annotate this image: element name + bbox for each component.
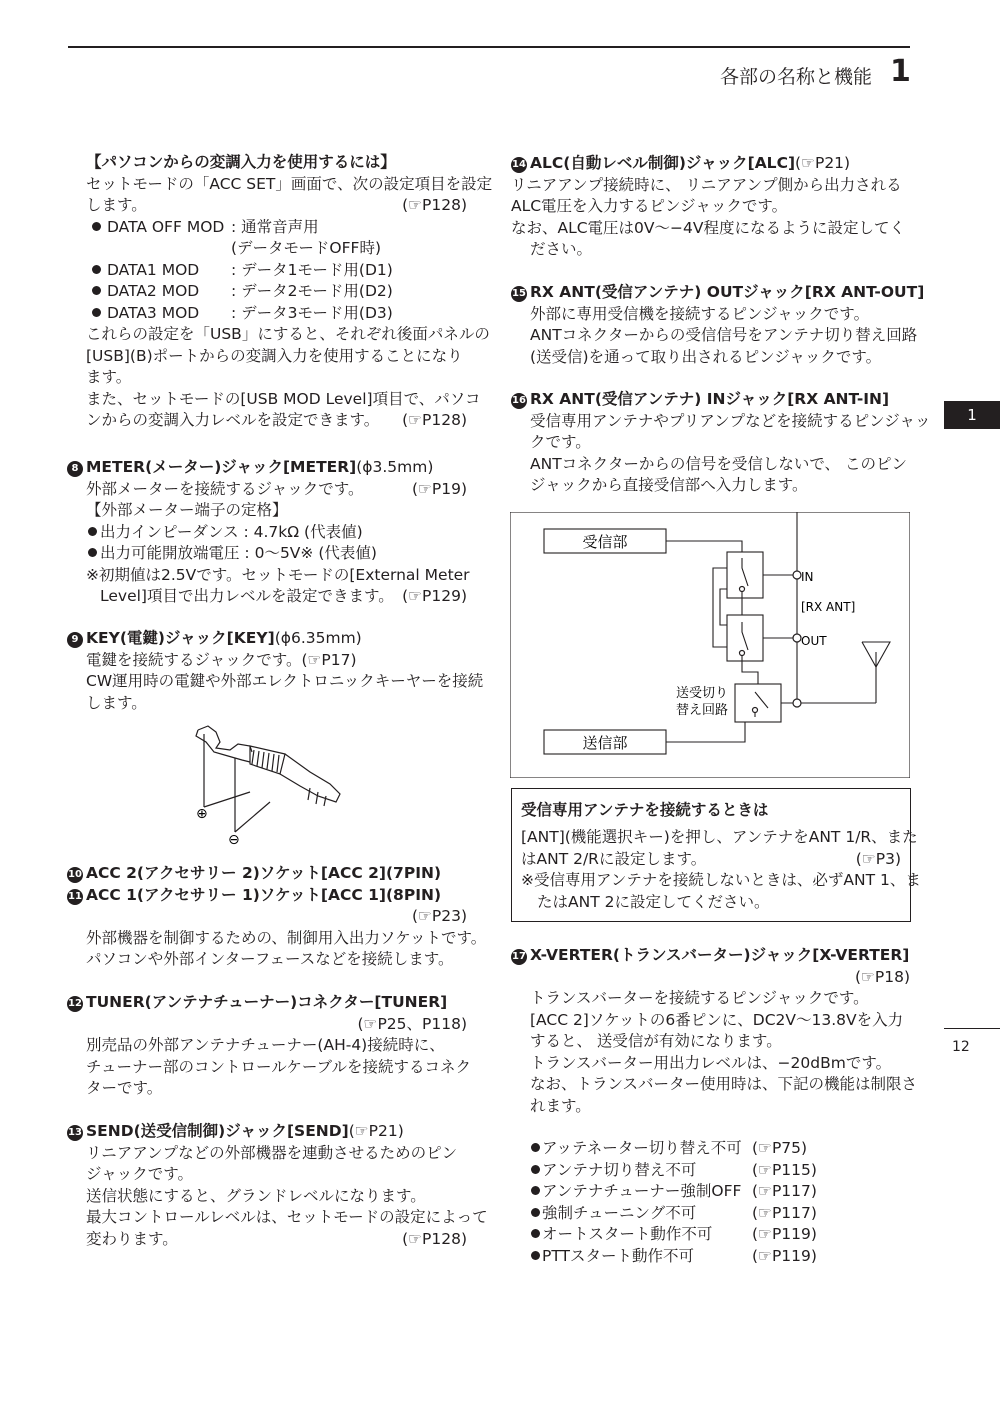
out-label: OUT bbox=[801, 634, 827, 648]
section-heading: ACC 2(アクセサリー 2)ソケット[ACC 2](7PIN) bbox=[86, 864, 442, 882]
list-item: アッテネーター切り替え不可 (☞P75) bbox=[511, 1138, 910, 1160]
bullet-icon bbox=[531, 1186, 540, 1195]
rx-ant-block-diagram bbox=[510, 512, 910, 778]
list-item: 出力可能開放端電圧 : 0〜5V※ (代表値) bbox=[67, 543, 467, 565]
body-text: クです。 bbox=[530, 433, 591, 451]
modinput-section bbox=[86, 152, 493, 432]
note-title: 受信専用アンテナを接続するときは bbox=[521, 801, 769, 819]
body-text: 別売品の外部アンテナチューナー(AH-4)接続時に、 bbox=[86, 1036, 445, 1054]
spec-heading: 【外部メーター端子の定格】 bbox=[86, 501, 288, 519]
bullet-icon bbox=[531, 1251, 540, 1260]
section-heading: RX ANT(受信アンテナ) INジャック[RX ANT-IN] bbox=[530, 390, 890, 408]
list-item: DATA2 MOD : データ2モード用(D2) bbox=[86, 281, 467, 303]
page-ref: (☞P25、P118) bbox=[357, 1014, 467, 1033]
bullet-icon bbox=[92, 308, 101, 317]
body-text: なお、ALC電圧は0V〜−4V程度になるように設定してく bbox=[511, 218, 905, 237]
page-ref: (☞P129) bbox=[402, 587, 467, 605]
bullet-icon bbox=[531, 1229, 540, 1238]
body-text: 送信状態にすると、グランドレベルになります。 bbox=[86, 1186, 426, 1205]
list-item: 出力インピーダンス : 4.7kΩ (代表値) bbox=[67, 522, 467, 544]
body-text: チューナー部のコントロールケーブルを接続するコネク bbox=[86, 1057, 472, 1076]
body-text: します。 bbox=[86, 196, 147, 214]
body-text: なお、トランスバーター使用時は、下記の機能は制限さ bbox=[530, 1075, 918, 1093]
section-rx-ant-in bbox=[511, 389, 931, 497]
header-rule bbox=[68, 46, 910, 48]
body-text: ジャックです。 bbox=[86, 1165, 193, 1183]
body-text: ANTコネクターからの受信信号をアンテナ切り替え回路 bbox=[530, 326, 918, 344]
tx-unit-label: 送信部 bbox=[582, 734, 628, 752]
note-box bbox=[511, 788, 921, 922]
page-ref: (☞P21) bbox=[348, 1122, 404, 1140]
chapter-title: 各部の名称と機能 bbox=[719, 66, 872, 88]
body-text: [USB](B)ポートからの変調入力を使用することになり bbox=[86, 346, 463, 365]
number-badge: 8 bbox=[67, 461, 83, 477]
jack-size: (ϕ3.5mm) bbox=[356, 458, 434, 476]
body-text: れます。 bbox=[530, 1096, 591, 1115]
section-heading: METER(メーター)ジャック[METER] bbox=[86, 458, 357, 476]
body-text: ジャックから直接受信部へ入力します。 bbox=[530, 476, 808, 494]
body-text: 最大コントロールレベルは、セットモードの設定によって bbox=[86, 1208, 488, 1226]
body-text: 受信専用アンテナやプリアンプなどを接続するピンジャッ bbox=[530, 411, 931, 430]
section-heading: ACC 1(アクセサリー 1)ソケット[ACC 1](8PIN) bbox=[86, 885, 442, 904]
section-rx-ant-out bbox=[511, 282, 925, 368]
note-text: ※初期値は2.5Vです。セットモードの[External Meter bbox=[86, 565, 470, 584]
section-tuner bbox=[67, 992, 472, 1100]
rx-unit-label: 受信部 bbox=[582, 533, 628, 551]
bullet-icon bbox=[92, 222, 101, 231]
body-text: トランスバーターを接続するピンジャックです。 bbox=[530, 989, 869, 1007]
footer-rule bbox=[944, 1028, 1000, 1029]
number-badge: 11 bbox=[67, 889, 83, 905]
body-text: これらの設定を「USB」にすると、それぞれ後面パネルの bbox=[86, 325, 490, 343]
number-badge: 17 bbox=[511, 949, 527, 965]
tr-switch-box bbox=[735, 684, 781, 722]
list-item: DATA1 MOD : データ1モード用(D1) bbox=[86, 260, 467, 282]
number-badge: 15 bbox=[511, 286, 527, 302]
page-ref: (☞P23) bbox=[411, 907, 467, 925]
section-alc bbox=[511, 153, 910, 261]
bullet-icon bbox=[531, 1143, 540, 1152]
body-text: ALC電圧を入力するピンジャックです。 bbox=[511, 197, 788, 215]
body-text: ださい。 bbox=[530, 240, 593, 258]
body-text: ます。 bbox=[86, 368, 132, 386]
list-item: (データモードOFF時) bbox=[231, 239, 382, 257]
page-ref: (☞P3) bbox=[855, 849, 901, 868]
section-heading: RX ANT(受信アンテナ) OUTジャック[RX ANT-OUT] bbox=[530, 283, 925, 301]
page-ref: (☞P21) bbox=[795, 154, 851, 172]
bullet-icon bbox=[531, 1165, 540, 1174]
tr-switch-label-2: 替え回路 bbox=[676, 703, 729, 718]
page-number: 12 bbox=[952, 1039, 970, 1055]
bullet-icon bbox=[92, 265, 101, 274]
section-heading: SEND(送受信制御)ジャック[SEND] bbox=[86, 1122, 349, 1140]
body-text: ンからの変調入力レベルを設定できます。 bbox=[86, 411, 380, 429]
body-text: 外部に専用受信機を接続するピンジャックです。 bbox=[530, 304, 870, 323]
number-badge: 9 bbox=[67, 632, 83, 648]
number-badge: 10 bbox=[67, 867, 83, 883]
number-badge: 16 bbox=[511, 393, 527, 409]
body-text: リニアアンプ接続時に、 リニアアンプ側から出力される bbox=[511, 175, 902, 194]
body-text: 外部機器を制御するための、制御用入出力ソケットです。 bbox=[86, 928, 487, 947]
page-ref: (☞P128) bbox=[402, 411, 467, 429]
section-heading: 【パソコンからの変調入力を使用するには】 bbox=[86, 153, 396, 171]
body-text: 変わります。 bbox=[86, 1229, 178, 1248]
list-item: PTTスタート動作不可 (☞P119) bbox=[511, 1246, 910, 1268]
body-text: また、セットモードの[USB MOD Level]項目で、パソコ bbox=[86, 389, 481, 408]
body-text: トランスバーター用出力レベルは、−20dBmです。 bbox=[530, 1053, 892, 1072]
out-jack-switch bbox=[727, 615, 763, 661]
section-key bbox=[67, 628, 484, 714]
page-ref: (☞P19) bbox=[411, 479, 467, 498]
body-text: (送受信)を通って取り出されるピンジャックです。 bbox=[530, 347, 882, 366]
page-ref: (☞P128) bbox=[402, 1229, 467, 1248]
section-xverter bbox=[511, 945, 918, 1267]
list-item: DATA OFF MOD : 通常音声用 bbox=[86, 217, 467, 239]
section-meter bbox=[67, 457, 470, 608]
bullet-icon bbox=[531, 1208, 540, 1217]
body-text: [ACC 2]ソケットの6番ピンに、DC2V〜13.8Vを入力 bbox=[530, 1010, 904, 1029]
number-badge: 12 bbox=[67, 996, 83, 1012]
phone-plug-illustration bbox=[190, 722, 350, 847]
section-heading: X-VERTER(トランスバーター)ジャック[X-VERTER] bbox=[530, 946, 910, 964]
body-text: すると、 送受信が有効になります。 bbox=[530, 1032, 782, 1050]
page-ref: (☞P18) bbox=[854, 967, 910, 986]
chapter-side-tab: 1 bbox=[944, 401, 1000, 429]
jack-size: (ϕ6.35mm) bbox=[274, 629, 362, 647]
list-item: オートスタート動作不可 (☞P119) bbox=[511, 1224, 910, 1246]
bullet-icon bbox=[88, 548, 97, 557]
note-text: [ANT](機能選択キー)を押し、アンテナをANT 1/R、また bbox=[521, 828, 918, 846]
body-text: セットモードの「ACC SET」画面で、次の設定項目を設定 bbox=[86, 174, 493, 193]
plug-plus-label: ⊕ bbox=[196, 806, 208, 822]
body-text: ターです。 bbox=[86, 1079, 163, 1097]
body-text: CW運用時の電鍵や外部エレクトロニックキーヤーを接続 bbox=[86, 672, 484, 690]
section-heading: KEY(電鍵)ジャック[KEY] bbox=[86, 629, 275, 647]
list-item: DATA3 MOD : データ3モード用(D3) bbox=[86, 303, 467, 325]
section-send bbox=[67, 1121, 488, 1250]
plug-minus-label: ⊖ bbox=[228, 832, 240, 847]
list-item: アンテナチューナー強制OFF (☞P117) bbox=[511, 1181, 910, 1203]
in-jack-switch bbox=[727, 552, 763, 598]
note-text: ※受信専用アンテナを接続しないときは、必ずANT 1、ま bbox=[521, 871, 921, 889]
body-text: パソコンや外部インターフェースなどを接続します。 bbox=[86, 950, 454, 968]
in-label: IN bbox=[801, 570, 814, 584]
bullet-icon bbox=[92, 286, 101, 295]
number-badge: 13 bbox=[67, 1125, 83, 1141]
body-text: 電鍵を接続するジャックです。(☞P17) bbox=[86, 650, 357, 669]
note-text: Level]項目で出力レベルを設定できます。 bbox=[100, 587, 394, 605]
note-text: たはANT 2に設定してください。 bbox=[537, 892, 770, 911]
section-heading: ALC(自動レベル制御)ジャック[ALC] bbox=[530, 154, 796, 172]
body-text: 外部メーターを接続するジャックです。 bbox=[86, 479, 364, 498]
body-text: ANTコネクターからの信号を受信しないで、 このピン bbox=[530, 454, 907, 473]
body-text: します。 bbox=[86, 693, 147, 712]
section-heading: TUNER(アンテナチューナー)コネクター[TUNER] bbox=[86, 993, 448, 1011]
body-text: リニアアンプなどの外部機器を連動させるためのピン bbox=[86, 1143, 458, 1162]
bullet-icon bbox=[88, 527, 97, 536]
list-item: アンテナ切り替え不可 (☞P115) bbox=[511, 1160, 910, 1182]
list-item: 強制チューニング不可 (☞P117) bbox=[511, 1203, 910, 1225]
tr-switch-label-1: 送受切り bbox=[676, 686, 729, 701]
number-badge: 14 bbox=[511, 157, 527, 173]
page-ref: (☞P128) bbox=[402, 196, 467, 214]
chapter-number: 1 bbox=[890, 54, 911, 89]
section-acc bbox=[67, 863, 487, 971]
rx-ant-label: [RX ANT] bbox=[801, 600, 856, 614]
note-text: はANT 2/Rに設定します。 bbox=[521, 849, 707, 868]
